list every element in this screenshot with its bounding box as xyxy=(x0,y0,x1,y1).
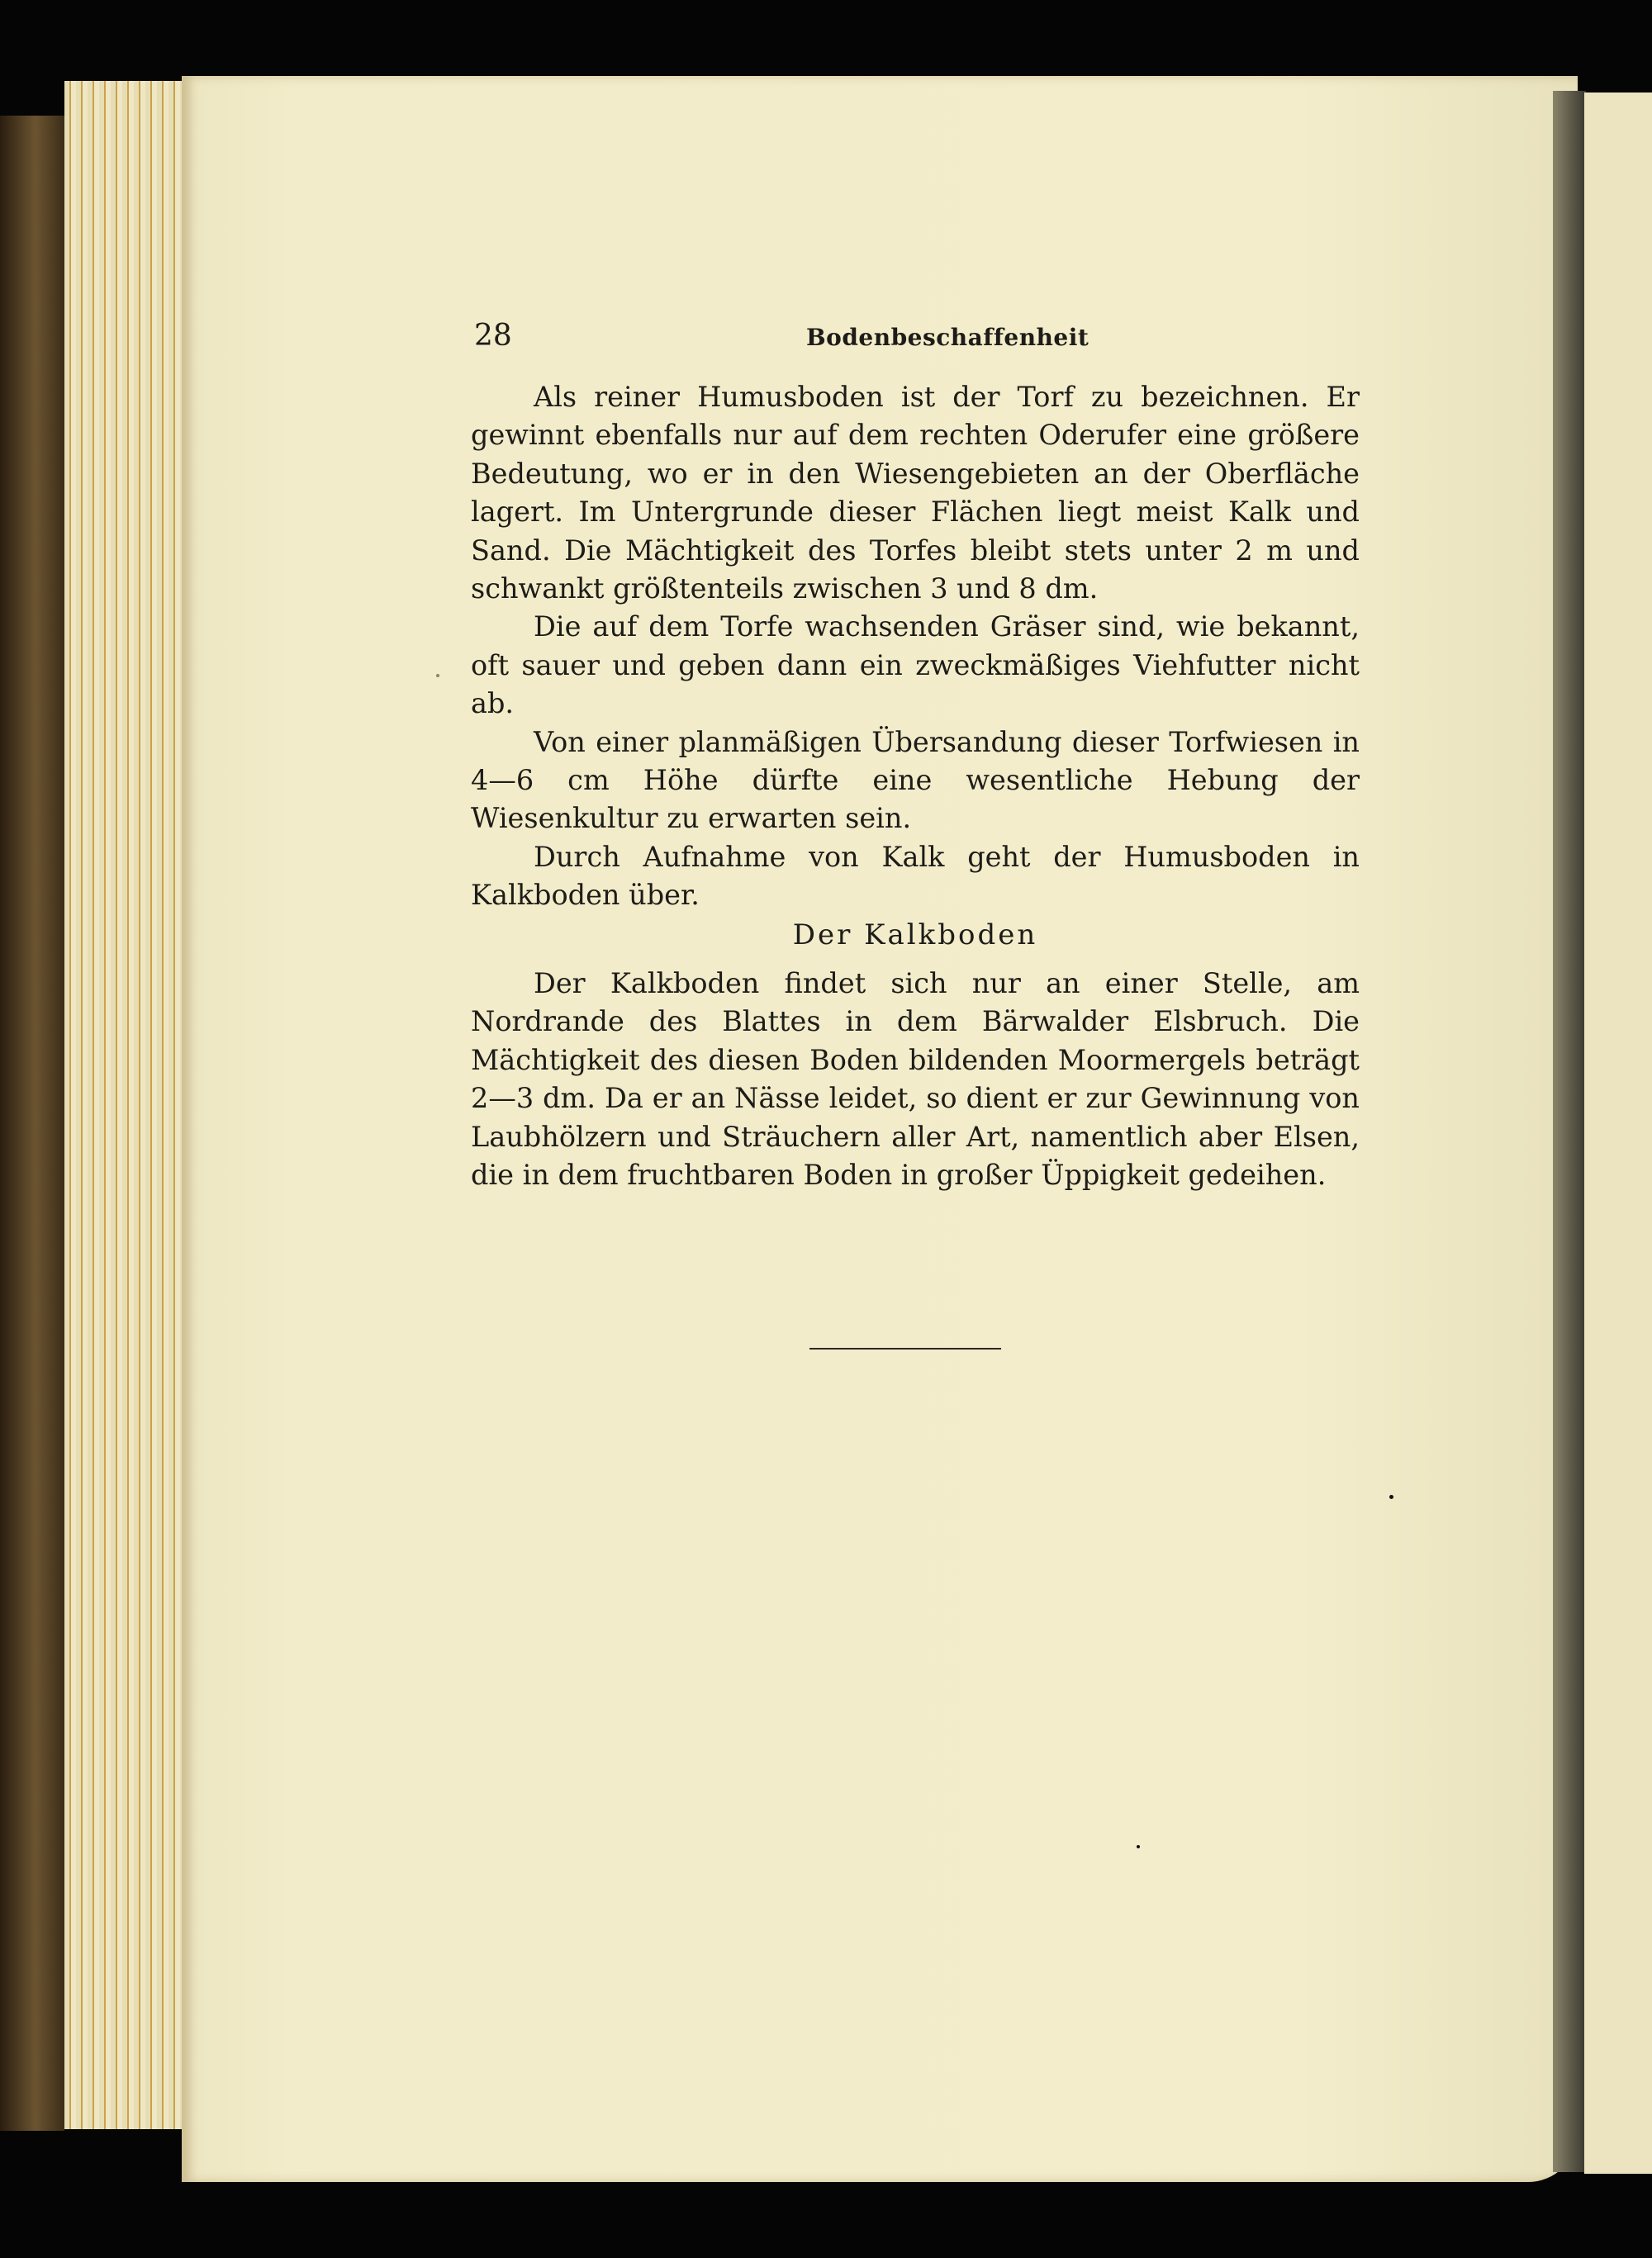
body-text xyxy=(471,378,1360,915)
end-rule xyxy=(809,1348,1001,1350)
paragraph: Von einer planmäßigen Übersandung dieser Torfwiesen in 4—6 cm Höhe dürfte eine wesentliche Hebung der Wiesenkultur zu erwarten sein. xyxy=(471,725,1360,835)
speck xyxy=(1137,1845,1140,1848)
section-body-text xyxy=(471,965,1360,1194)
speck xyxy=(436,674,439,677)
paragraph: Als reiner Humusboden ist der Torf zu bezeichnen. Er gewinnt ebenfalls nur auf dem rechten Oderufer eine größere Bedeutung, wo er in den Wiesengebieten an der Oberfläche lagert. Im Untergrunde dieser Flächen liegt meist Kalk und Sand. Die Mächtigkeit des Torfes bleibt stets unter 2 m und schwankt größtenteils zwischen 3 und 8 dm. xyxy=(471,381,1360,605)
section-heading: Der Kalkboden xyxy=(792,918,1038,951)
gutter-shadow xyxy=(1553,91,1586,2172)
facing-page-edge xyxy=(1584,93,1652,2174)
running-head: Bodenbeschaffenheit xyxy=(806,324,1089,351)
paragraph: Der Kalkboden findet sich nur an einer Stelle, am Nordrande des Blattes in dem Bärwalder Elsbruch. Die Mächtigkeit des diesen Boden bildenden Moormergels beträgt 2—3 dm. Da er an Nässe leidet, so dient er zur Gewinnung von Laubhölzern und Sträuchern aller Art, namentlich aber Elsen, die in dem fruchtbaren Boden in großer Üppigkeit gedeihen. xyxy=(471,967,1360,1192)
paragraph: Durch Aufnahme von Kalk geht der Humusboden in Kalkboden über. xyxy=(471,840,1360,912)
page-edges xyxy=(64,81,188,2129)
book-binding xyxy=(0,116,64,2131)
page-number: 28 xyxy=(474,319,512,353)
speck xyxy=(1389,1495,1393,1499)
paragraph: Die auf dem Torfe wachsenden Gräser sind, wie bekannt, oft sauer und geben dann ein zweckmäßiges Viehfutter nicht ab. xyxy=(471,610,1360,720)
